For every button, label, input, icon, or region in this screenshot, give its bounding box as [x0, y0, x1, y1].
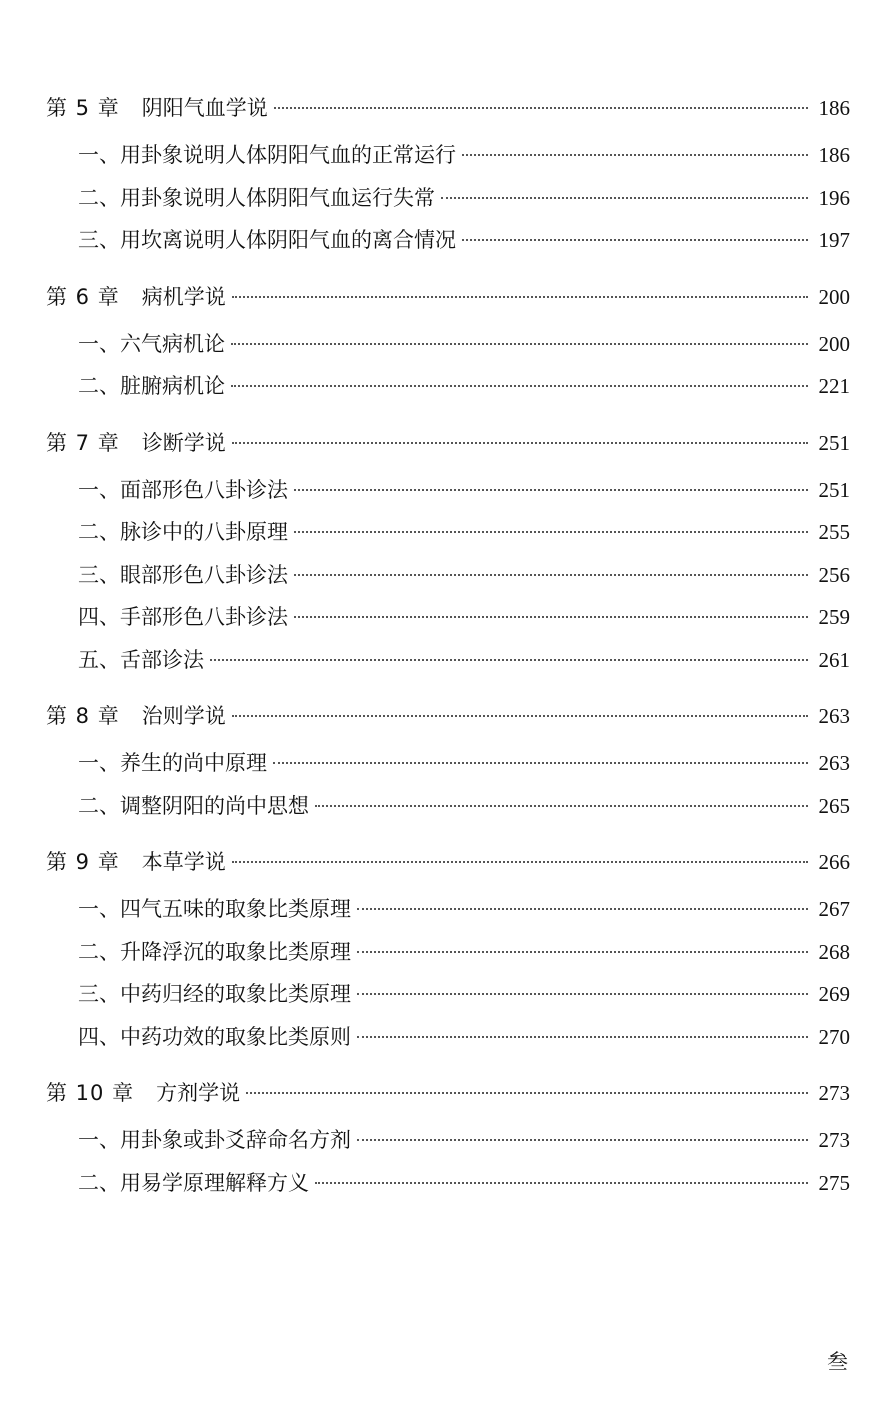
toc-section[interactable]: [46, 888, 850, 931]
toc-chapter-9[interactable]: [46, 842, 850, 882]
page-number: 261: [818, 647, 850, 672]
dot-leader: [231, 385, 808, 387]
page-number: 269: [818, 982, 850, 1006]
section-title: 二、脉诊中的八卦原理: [78, 520, 288, 544]
page-number: 263: [818, 704, 850, 728]
page-number: 186: [818, 143, 850, 167]
toc-section[interactable]: [46, 177, 850, 220]
dot-leader: [315, 1182, 808, 1184]
page-number: 263: [818, 751, 850, 775]
chapter-title: 诊断学说: [141, 430, 226, 455]
toc-section[interactable]: [46, 511, 850, 554]
toc-section[interactable]: [46, 973, 850, 1016]
toc-section[interactable]: [46, 639, 850, 682]
chapter-number: 第 10 章: [46, 1081, 135, 1105]
page-number: 200: [818, 284, 850, 309]
page-number: 196: [818, 185, 850, 210]
toc-section[interactable]: [46, 785, 850, 828]
section-title: 三、眼部形色八卦诊法: [78, 562, 288, 587]
page-number: 200: [818, 331, 850, 356]
toc-section[interactable]: [46, 1162, 850, 1205]
dot-leader: [357, 993, 808, 995]
toc-section[interactable]: [46, 365, 850, 408]
folio-page-number: 叁: [827, 1350, 848, 1374]
chapter-title: 本草学说: [141, 850, 226, 874]
table-of-contents: [46, 88, 850, 1204]
toc-section[interactable]: [46, 596, 850, 639]
toc-section[interactable]: [46, 1119, 850, 1162]
dot-leader: [232, 861, 808, 863]
dot-leader: [357, 951, 808, 953]
page-number: 255: [818, 520, 850, 544]
section-title: 一、用卦象说明人体阴阳气血的正常运行: [78, 143, 456, 167]
dot-leader: [462, 154, 808, 156]
toc-section[interactable]: [46, 742, 850, 785]
section-title: 一、四气五味的取象比类原理: [78, 897, 351, 921]
page-number: 273: [818, 1128, 850, 1152]
toc-chapter-5[interactable]: [46, 88, 850, 128]
chapter-title: 治则学说: [141, 704, 226, 728]
page-number: 267: [818, 897, 850, 921]
page-number: 186: [818, 96, 850, 120]
section-title: 五、舌部诊法: [78, 647, 204, 672]
page-number: 275: [818, 1170, 850, 1195]
toc-section[interactable]: [46, 931, 850, 974]
chapter-number: 第 7 章: [46, 430, 120, 455]
dot-leader: [231, 343, 808, 345]
section-title: 一、六气病机论: [78, 331, 225, 356]
dot-leader: [315, 805, 808, 807]
section-title: 四、中药功效的取象比类原则: [78, 1024, 351, 1049]
toc-section[interactable]: [46, 323, 850, 366]
dot-leader: [232, 715, 808, 717]
section-title: 二、调整阴阳的尚中思想: [78, 793, 309, 818]
chapter-number: 第 6 章: [46, 284, 120, 309]
dot-leader: [357, 1036, 808, 1038]
page-number: 266: [818, 850, 850, 874]
chapter-number: 第 9 章: [46, 850, 120, 874]
page-number: 197: [818, 228, 850, 252]
toc-section[interactable]: [46, 1016, 850, 1059]
dot-leader: [232, 296, 808, 298]
section-title: 一、用卦象或卦爻辞命名方剂: [78, 1128, 351, 1152]
chapter-number: 第 5 章: [46, 96, 120, 120]
section-title: 一、面部形色八卦诊法: [78, 477, 288, 502]
dot-leader: [357, 908, 808, 910]
dot-leader: [357, 1139, 808, 1141]
dot-leader: [294, 489, 808, 491]
chapter-title: 病机学说: [141, 284, 226, 309]
dot-leader: [232, 442, 808, 444]
section-title: 二、脏腑病机论: [78, 374, 225, 398]
toc-chapter-7[interactable]: [46, 423, 850, 463]
toc-chapter-10[interactable]: [46, 1073, 850, 1113]
toc-section[interactable]: [46, 134, 850, 177]
page-number: 273: [818, 1081, 850, 1105]
toc-chapter-8[interactable]: [46, 696, 850, 736]
page-number: 251: [818, 430, 850, 455]
toc-section[interactable]: [46, 219, 850, 262]
toc-section[interactable]: [46, 469, 850, 512]
dot-leader: [294, 574, 808, 576]
chapter-title: 阴阳气血学说: [141, 96, 268, 120]
dot-leader: [294, 616, 808, 618]
section-title: 四、手部形色八卦诊法: [78, 605, 288, 629]
page-number: 259: [818, 605, 850, 629]
page-number: 268: [818, 939, 850, 964]
page-number: 270: [818, 1024, 850, 1049]
page-number: 256: [818, 562, 850, 587]
page-number: 221: [818, 374, 850, 398]
section-title: 二、升降浮沉的取象比类原理: [78, 939, 351, 964]
dot-leader: [274, 107, 808, 109]
section-title: 二、用易学原理解释方义: [78, 1170, 309, 1195]
section-title: 三、用坎离说明人体阴阳气血的离合情况: [78, 228, 456, 252]
dot-leader: [294, 531, 808, 533]
dot-leader: [246, 1092, 808, 1094]
dot-leader: [441, 197, 808, 199]
toc-section[interactable]: [46, 554, 850, 597]
section-title: 三、中药归经的取象比类原理: [78, 982, 351, 1006]
dot-leader: [273, 762, 808, 764]
dot-leader: [210, 659, 808, 661]
chapter-title: 方剂学说: [156, 1081, 241, 1105]
dot-leader: [462, 239, 808, 241]
section-title: 二、用卦象说明人体阴阳气血运行失常: [78, 185, 435, 210]
page-number: 251: [818, 477, 850, 502]
chapter-number: 第 8 章: [46, 704, 120, 728]
page-number: 265: [818, 793, 850, 818]
section-title: 一、养生的尚中原理: [78, 751, 267, 775]
toc-chapter-6[interactable]: [46, 277, 850, 317]
